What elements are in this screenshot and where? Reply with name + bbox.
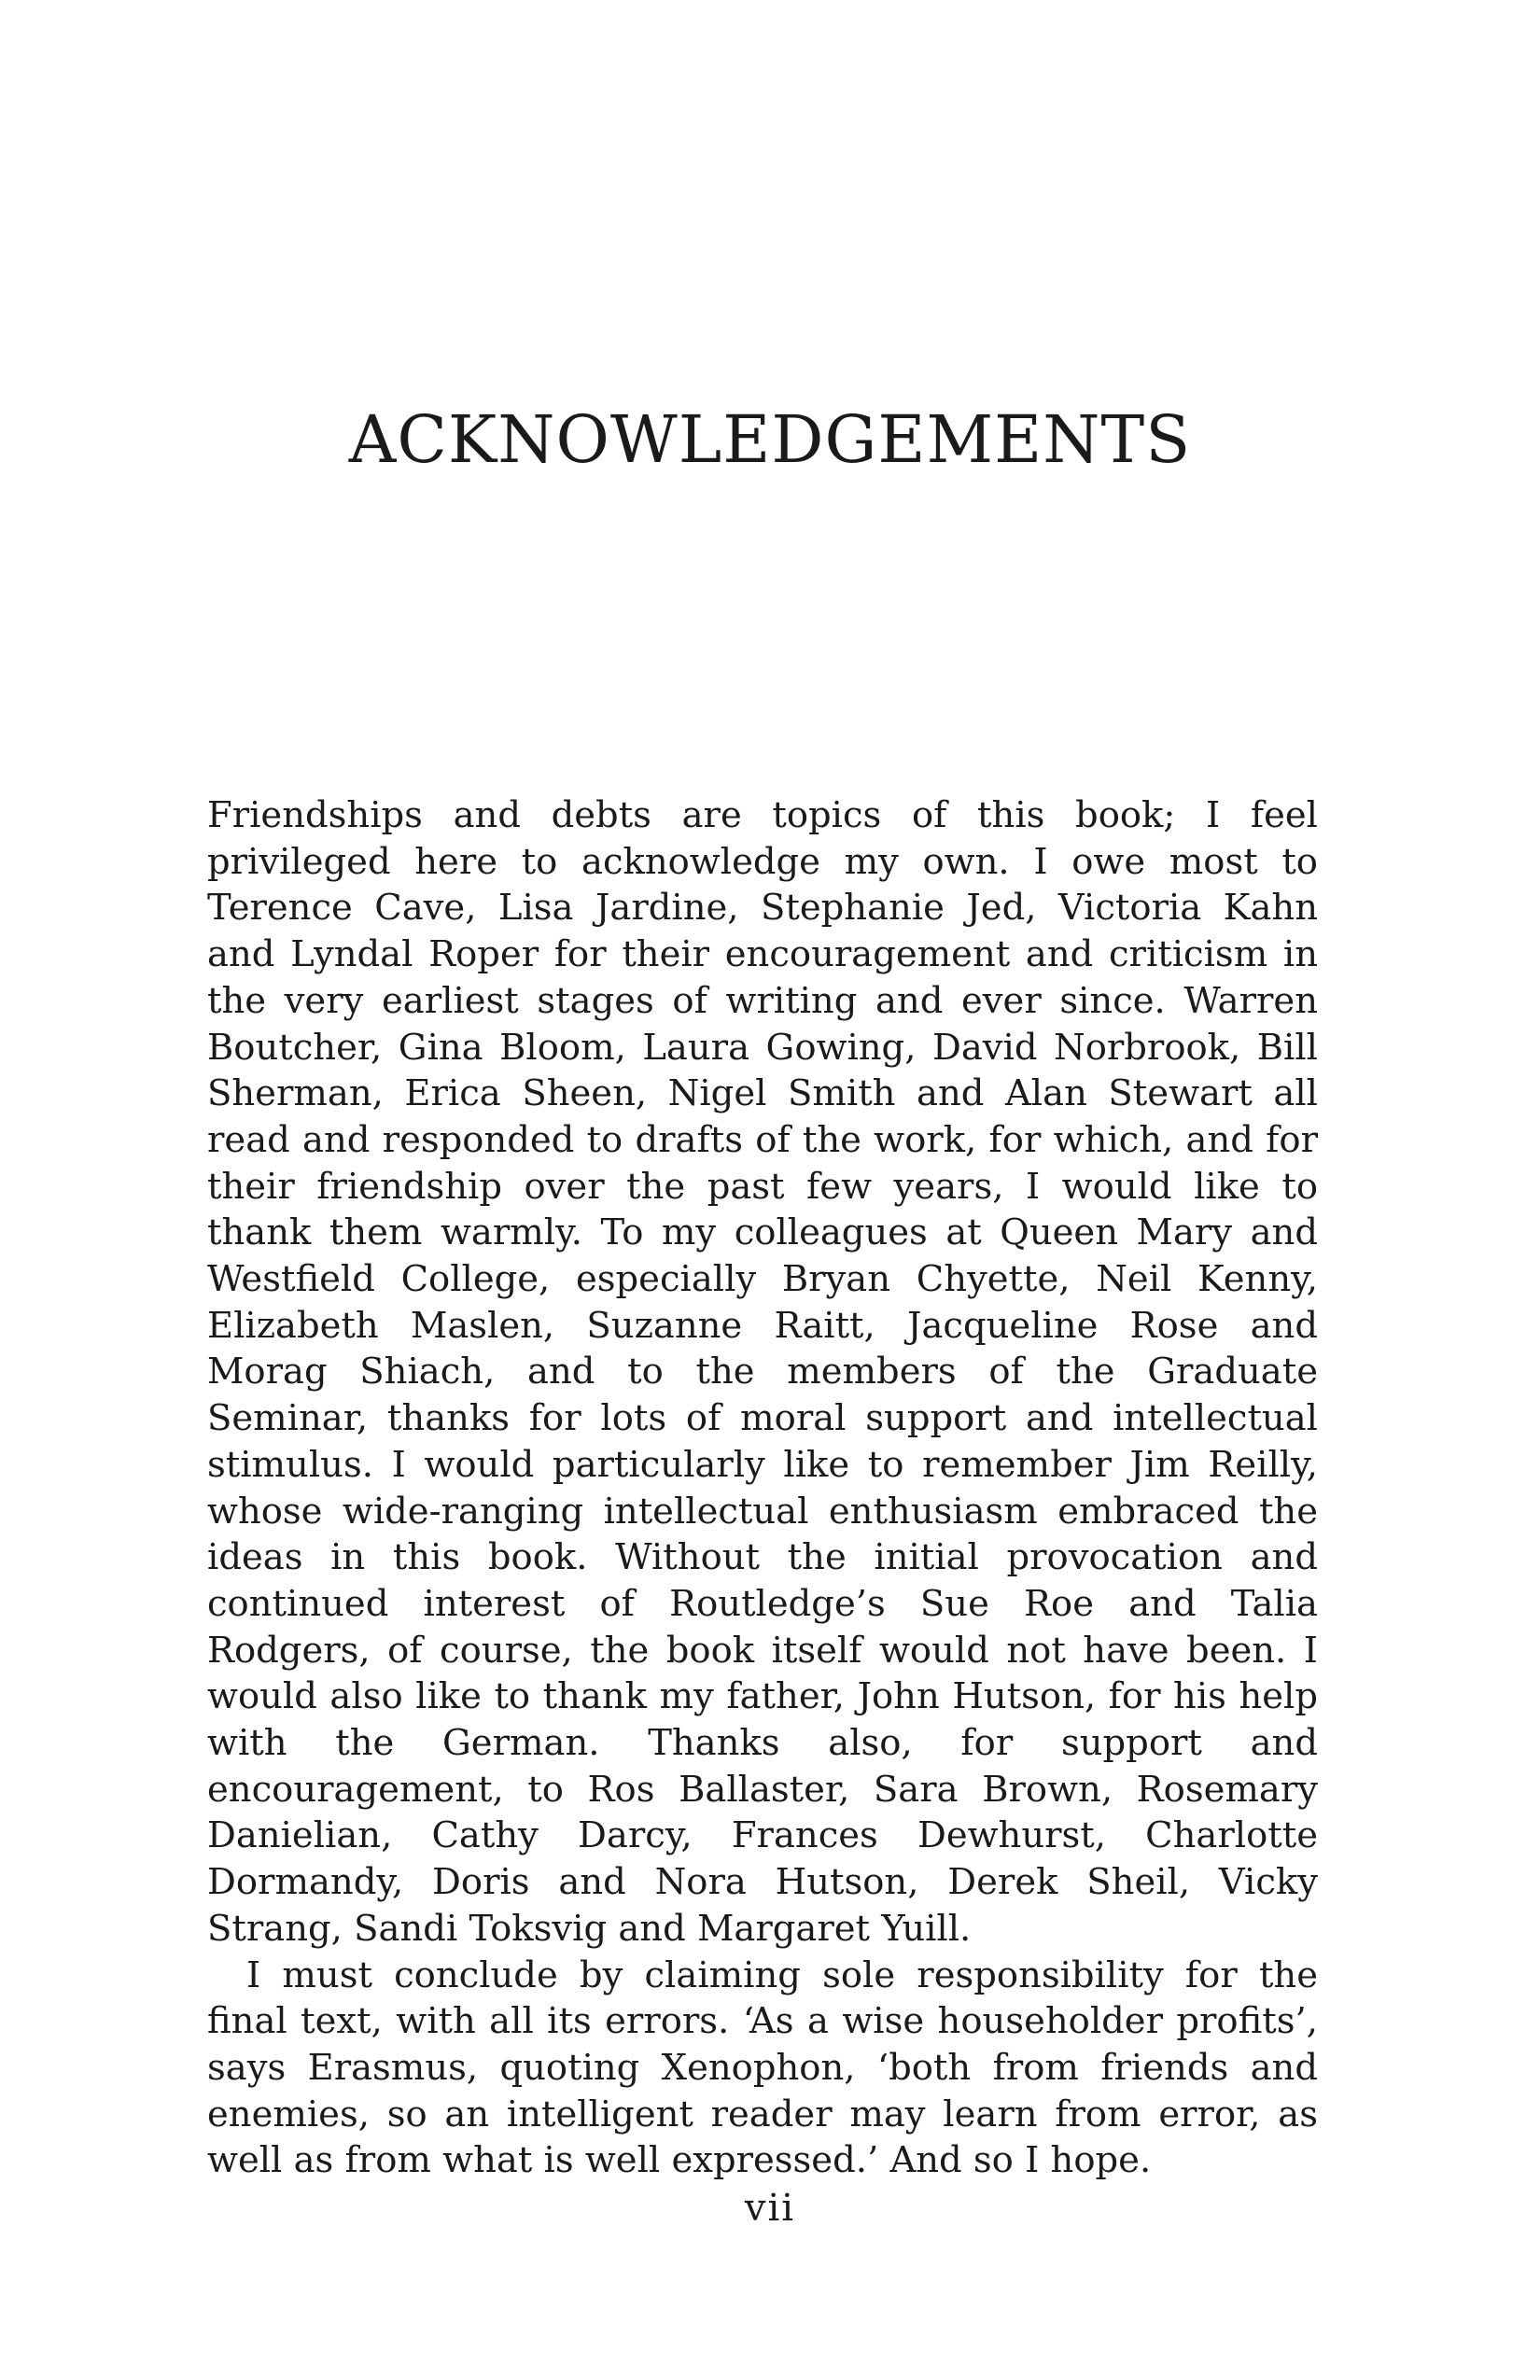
paragraph-2: I must conclude by claiming sole responsibility for the final text, with all its errors. ‘As a wise householder profits’, says Erasmus, quoting Xenophon, ‘both from friends and enemies, so an intelligent reader may learn from error, as well as from what is well expressed.’ And so I hope. — [207, 1953, 1318, 2182]
acknowledgements-body — [207, 792, 1318, 2184]
page-number: vii — [744, 2187, 796, 2230]
page-title: ACKNOWLEDGEMENTS — [348, 401, 1192, 478]
paragraph-1: Friendships and debts are topics of this book; I feel privileged here to acknowledge my own. I owe most to Terence Cave, Lisa Jardine, Stephanie Jed, Victoria Kahn and Lyndal Roper for their encouragement and criticism in the very earliest stages of writing and ever since. Warren Boutcher, Gina Bloom, Laura Gowing, David Norbrook, Bill Sherman, Erica Sheen, Nigel Smith and Alan Stewart all read and responded to drafts of the work, for which, and for their friendship over the past few years, I would like to thank them warmly. To my colleagues at Queen Mary and Westfield College, especially Bryan Chyette, Neil Kenny, Elizabeth Maslen, Suzanne Raitt, Jacqueline Rose and Morag Shiach, and to the members of the Graduate Seminar, thanks for lots of moral support and intellectual stimulus. I would particularly like to remember Jim Reilly, whose wide-ranging intellectual enthusiasm embraced the ideas in this book. Without the initial provocation and continued interest of Routledge’s Sue Roe and Talia Rodgers, of course, the book itself would not have been. I would also like to thank my father, John Hutson, for his help with the German. Thanks also, for support and encouragement, to Ros Ballaster, Sara Brown, Rosemary Danielian, Cathy Darcy, Frances Dewhurst, Charlotte Dormandy, Doris and Nora Hutson, Derek Sheil, Vicky Strang, Sandi Toksvig and Margaret Yuill. — [207, 794, 1318, 1950]
